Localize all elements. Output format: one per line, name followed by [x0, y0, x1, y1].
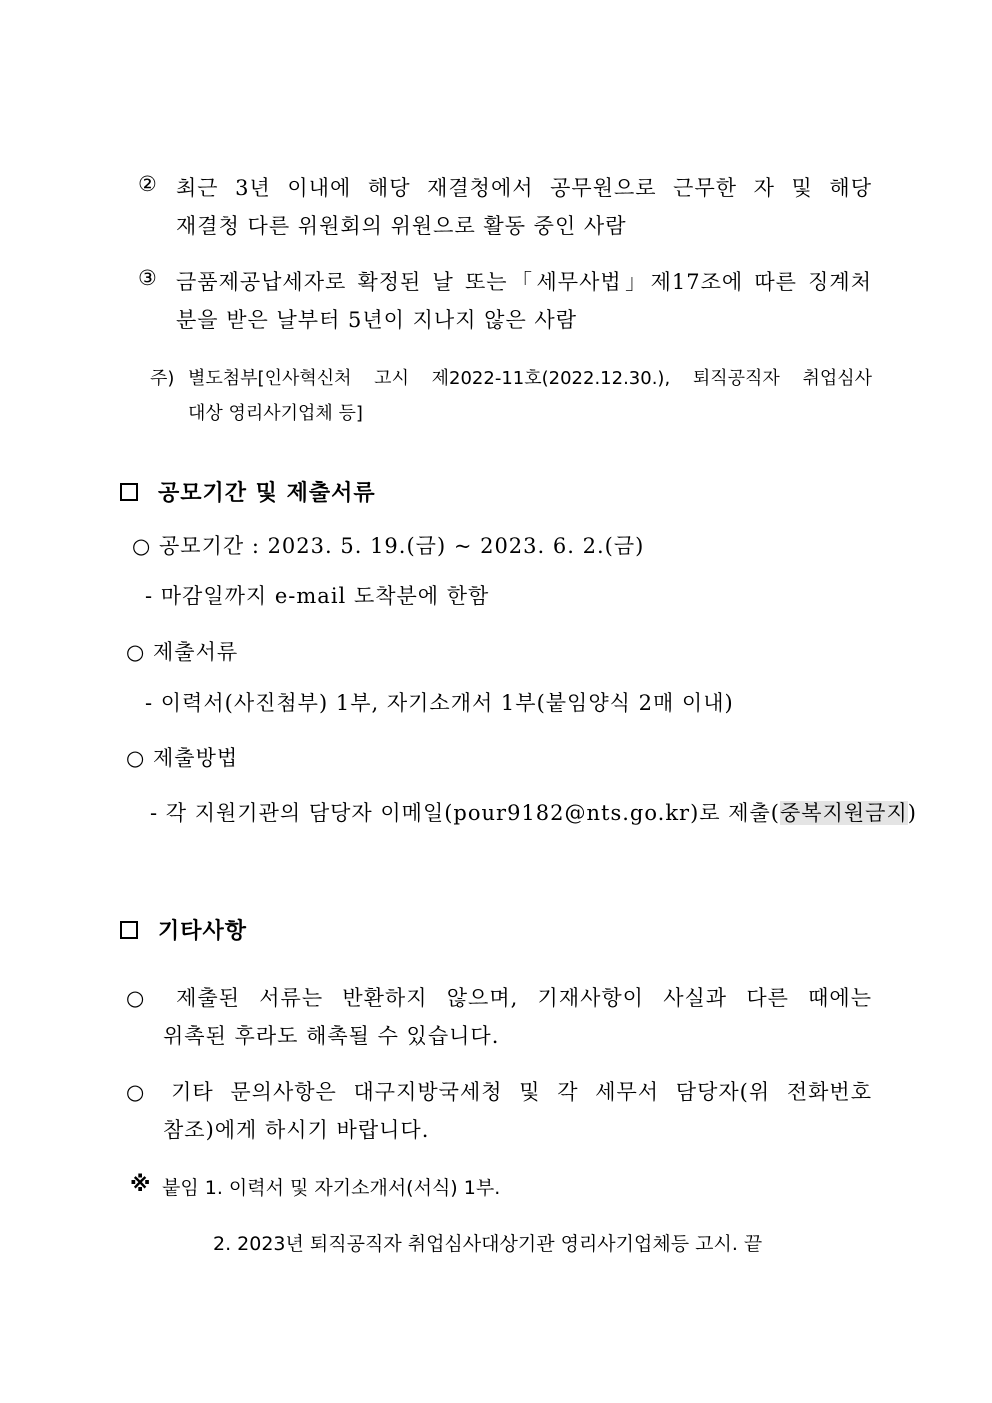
- method-detail-prefix: - 각 지원기관의 담당자 이메일(pour9182@nts.go.kr)로 제출(: [150, 801, 781, 825]
- eligibility-item-3-line2: 분을 받은 날부터 5년이 지나지 않은 사람: [176, 308, 577, 332]
- method-detail-highlight: 중복지원금지: [780, 801, 908, 825]
- application-period: ○ 공모기간 : 2023. 5. 19.(금) ~ 2023. 6. 2.(금): [132, 534, 645, 558]
- section-title-application: 공모기간 및 제출서류: [158, 481, 376, 506]
- note-line1: 별도첨부[인사혁신처 고시 제2022-11호(2022.12.30.), 퇴직공직자 취업심사: [188, 368, 872, 389]
- documents-label: ○ 제출서류: [126, 640, 239, 664]
- reference-mark-icon: ※: [130, 1172, 151, 1196]
- section-checkbox-icon: [120, 483, 138, 501]
- method-detail: [150, 797, 917, 827]
- eligibility-item-2-line2: 재결청 다른 위원회의 위원으로 활동 중인 사람: [176, 214, 627, 238]
- other-item1-line1: ○ 제출된 서류는 반환하지 않으며, 기재사항이 사실과 다른 때에는: [126, 986, 872, 1010]
- other-item2-line1: ○ 기타 문의사항은 대구지방국세청 및 각 세무서 담당자(위 전화번호: [126, 1080, 872, 1104]
- note-line2: 대상 영리사기업체 등]: [188, 403, 363, 424]
- other-item1-line2: 위촉된 후라도 해촉될 수 있습니다.: [163, 1024, 500, 1048]
- other-item2-line2: 참조)에게 하시기 바랍니다.: [163, 1118, 430, 1142]
- documents-detail: - 이력서(사진첨부) 1부, 자기소개서 1부(붙임양식 2매 이내): [145, 691, 734, 715]
- method-detail-suffix: ): [907, 801, 917, 825]
- section-checkbox-icon: [120, 921, 138, 939]
- item-marker-3: ③: [138, 266, 158, 290]
- attachment-item1: 붙임 1. 이력서 및 자기소개서(서식) 1부.: [162, 1177, 501, 1199]
- application-period-detail: - 마감일까지 e-mail 도착분에 한함: [145, 584, 490, 608]
- eligibility-item-3-line1: 금품제공납세자로 확정된 날 또는「세무사법」제17조에 따른 징계처: [176, 270, 872, 294]
- note-marker: 주): [150, 368, 175, 389]
- attachment-item2: 2. 2023년 퇴직공직자 취업심사대상기관 영리사기업체등 고시. 끝: [213, 1233, 763, 1255]
- method-label: ○ 제출방법: [126, 746, 239, 770]
- eligibility-item-2-line1: 최근 3년 이내에 해당 재결청에서 공무원으로 근무한 자 및 해당: [176, 176, 872, 200]
- section-title-other: 기타사항: [158, 919, 248, 944]
- item-marker-2: ②: [138, 172, 158, 196]
